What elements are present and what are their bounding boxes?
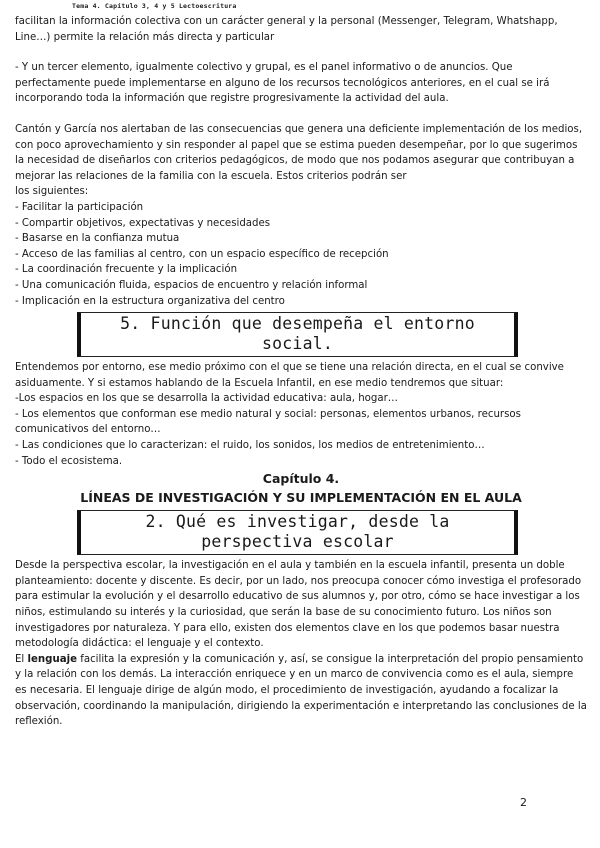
list-item: - Implicación en la estructura organizativa del centro [15, 295, 285, 307]
section-5-heading: 5. Función que desempeña el entorno social. [77, 312, 518, 357]
paragraph-messaging: facilitan la información colectiva con un carácter general y la personal (Messenger, Telegram, Whatshapp, Line…) permite la relación más directa y particular [15, 16, 558, 43]
list-item: - Una comunicación fluida, espacios de encuentro y relación informal [15, 279, 368, 291]
chapter-title: LÍNEAS DE INVESTIGACIÓN Y SU IMPLEMENTACIÓN EN EL AULA [80, 490, 522, 506]
lenguaje-prefix: El [15, 653, 28, 665]
page-number: 2 [520, 796, 527, 809]
list-item: - Acceso de las familias al centro, con un espacio específico de recepción [15, 248, 389, 260]
criteria-list [15, 200, 587, 309]
list-item: - La coordinación frecuente y la implicación [15, 264, 238, 276]
lenguaje-keyword: lenguaje [27, 653, 77, 665]
section-2-heading: 2. Qué es investigar, desde la perspectiva escolar [77, 510, 518, 555]
list-item: - Los elementos que conforman ese medio natural y social: personas, elementos urbanos, recursos comunicativos del entorno… [15, 408, 521, 436]
paragraph-panel: - Y un tercer elemento, igualmente colectivo y grupal, es el panel informativo o de anuncios. Que perfectamente puede implementarse en alguno de los recursos tecnológicos anteriores, en el cual se irá incorporando toda la información que registre progresivamente la actividad del aula. [15, 62, 550, 105]
list-item: - Compartir objetivos, expectativas y necesidades [15, 217, 271, 229]
list-item: - Todo el ecosistema. [15, 455, 123, 467]
paragraph-perspectiva: Desde la perspectiva escolar, la investigación en el aula y también en la escuela infantil, presenta un doble planteamiento: docente y discente. Es decir, por un lado, nos preocupa conocer cómo investiga el profesorado para estimular la evolución y el desarrollo educativo de sus alumnos y, por otro, cómo se hace investigar a los niños, estimulando su interés y la curiosidad, que serán la base de su conocimiento futuro. Los niños son investigadores por naturaleza. Y para ello, existen dos elementos clave en los que podemos basar nuestra metodología didáctica: el lenguaje y el contexto. [15, 560, 582, 650]
list-item: - Facilitar la participación [15, 201, 144, 213]
paragraph-criteria-intro: los siguientes: [15, 186, 89, 198]
paragraph-entorno: Entendemos por entorno, ese medio próximo con el que se tiene una relación directa, en el cual se convive asiduamente. Y si estamos hablando de la Escuela Infantil, en ese medio tendremos que situar: [15, 362, 564, 389]
lenguaje-text: facilita la expresión y la comunicación y, así, se consigue la interpretación del propio pensamiento y la relación con los demás. La interacción enriquece y en un marco de convivencia como es el aula, siempre es necesaria. El lenguaje dirige de algún modo, el procedimiento de investigación, ayudando a focalizar la observación, coordinando la manipulación, dirigiendo la experimentación e interpretando las conclusiones de la reflexión. [15, 653, 587, 728]
environment-list [15, 391, 587, 469]
document-body [15, 14, 587, 730]
list-item: - Basarse en la confianza mutua [15, 233, 180, 245]
paragraph-lenguaje [15, 652, 587, 730]
chapter-label: Capítulo 4. [262, 471, 340, 487]
paragraph-canton-garcia: Cantón y García nos alertaban de las consecuencias que genera una deficiente implementación de los medios, con poco aprovechamiento y sin responder al papel que se estima pueden desempeñar, por lo que sugerimos la necesidad de diseñarlos con criterios pedagógicos, de modo que nos podamos asegurar que contribuyan a mejorar las relaciones de la familia con la escuela. Estos criterios podrán ser [15, 123, 583, 182]
list-item: -Los espacios en los que se desarrolla la actividad educativa: aula, hogar… [15, 393, 398, 405]
running-header: Tema 4. Capítulo 3, 4 y 5 Lectoescritura [72, 2, 237, 10]
list-item: - Las condiciones que lo caracterizan: el ruido, los sonidos, los medios de entretenimiento… [15, 440, 485, 452]
